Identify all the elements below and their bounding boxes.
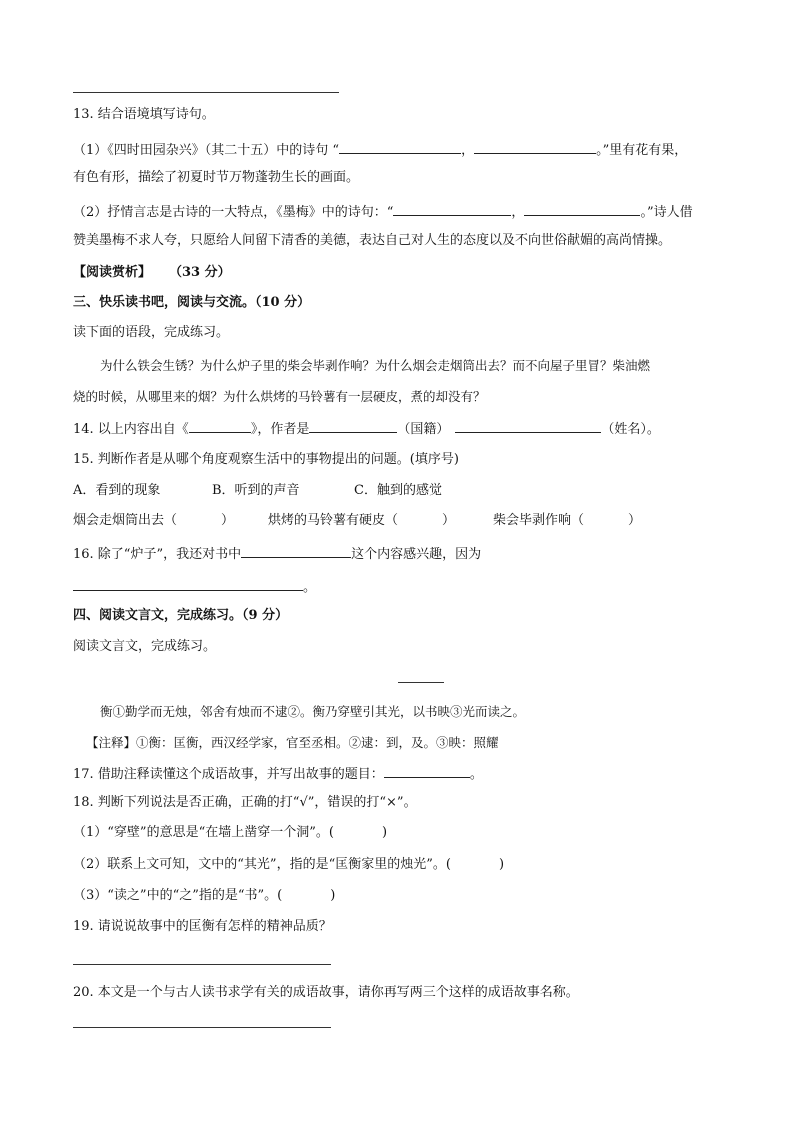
q16-text-b: 这个内容感兴趣，因为: [351, 547, 482, 562]
q16-content-blank[interactable]: [241, 543, 351, 558]
q18-3-close: ): [330, 888, 336, 903]
q15-option-c: C．触到的感觉: [354, 483, 442, 498]
q18: 18. 判断下列说法是否正确，正确的打“√”，错误的打“×”。: [73, 795, 417, 810]
q18-3-text: （3）“读之”中的“之”指的是“书”。(: [73, 888, 283, 903]
q14-text-b: 》，作者是: [250, 422, 310, 437]
q13-part2-line2: 赞美墨梅不求人夸，只愿给人间留下清香的美德，表达自己对人生的态度以及不向世俗献媚的高尚情操。: [73, 233, 672, 248]
sec3-passage-line2: 烧的时候，从哪里来的烟？为什么烘烤的马铃薯有一层硬皮，煮的却没有？: [73, 389, 486, 404]
sec3-instruction: 读下面的语段，完成练习。: [73, 325, 230, 340]
sec3-title: 三、快乐读书吧，阅读与交流。（10 分）: [73, 295, 311, 310]
q17-text: 17. 借助注释读懂这个成语故事，并写出故事的题目：: [73, 767, 384, 782]
sec4-note: 【注释】①衡：匡衡，西汉经学家，官至丞相。②逮：到，及。③映：照耀: [86, 735, 499, 750]
q16-end: 。: [303, 580, 317, 595]
q13-part2-sep: ，: [511, 205, 525, 220]
q19-answer-line[interactable]: [73, 964, 331, 965]
q15-item-2-close: ）: [442, 513, 456, 528]
q15-option-a: A．看到的现象: [73, 483, 161, 498]
q13-part1-blank-1[interactable]: [339, 139, 461, 154]
q20: 20. 本文是一个与古人读书求学有关的成语故事，请你再写两三个这样的成语故事名称。: [73, 985, 579, 1000]
q18-3: [73, 886, 335, 906]
q19: 19. 请说说故事中的匡衡有怎样的精神品质？: [73, 919, 332, 934]
q13-part1-sep: ，: [461, 143, 475, 158]
q14-text-c: （国籍）: [397, 422, 450, 437]
q13-part2-blank-2[interactable]: [524, 201, 640, 216]
sec3-passage-line1: 为什么铁会生锈？为什么炉子里的柴会毕剥作响？为什么烟会走烟筒出去？而不向屋子里冒？柴油燃: [100, 358, 651, 373]
q16-line1: [73, 543, 481, 565]
q15-item-3-text: 柴会毕剥作响（: [493, 513, 585, 528]
q13-part1-line2: 有色有形，描绘了初夏时节万物蓬勃生长的画面。: [73, 170, 360, 185]
q15-item-1-text: 烟会走烟筒出去（: [73, 513, 178, 528]
q14-text-a: 14. 以上内容出自《: [73, 422, 189, 437]
q15: 15. 判断作者是从哪个角度观察生活中的事物提出的问题。(填序号): [73, 452, 459, 467]
q18-1-text: （1）“穿壁”的意思是“在墙上凿穿一个洞”。(: [73, 825, 334, 840]
q13-part2-blank-1[interactable]: [393, 201, 511, 216]
q15-item-3: [493, 511, 641, 531]
q14-country-blank[interactable]: [309, 418, 397, 433]
q18-2-text: （2）联系上文可知，文中的“其光”，指的是“匡衡家里的烛光”。(: [73, 857, 451, 872]
q13-part1-blank-2[interactable]: [474, 139, 596, 154]
q17-title-blank[interactable]: [384, 763, 470, 778]
q14-book-blank[interactable]: [189, 418, 251, 433]
sec4-instruction: 阅读文言文，完成练习。: [73, 639, 217, 654]
q13-part1-line1: [73, 139, 687, 161]
q14-text-d: （姓名）。: [601, 422, 660, 437]
q16-text-a: 16. 除了“炉子”，我还对书中: [73, 547, 242, 562]
answer-line-top[interactable]: [73, 92, 339, 93]
q13-part1-text-a: （1）《四时田园杂兴》（其二十五）中的诗句 “: [73, 143, 340, 158]
section-reading-heading: [73, 263, 231, 283]
q15-item-1: [73, 511, 234, 531]
q15-item-3-close: ）: [628, 513, 642, 528]
q16-reason-blank[interactable]: [73, 576, 303, 591]
q18-2-close: ): [498, 857, 505, 872]
q15-item-2: [268, 511, 455, 531]
q17: [73, 763, 483, 785]
q13-title: 13. 结合语境填写诗句。: [73, 107, 215, 122]
q13-part1-text-b: 。”里有花有果，: [596, 143, 688, 158]
q15-item-2-text: 烘烤的马铃薯有硬皮（: [268, 513, 399, 528]
section-reading-score: （33 分）: [169, 265, 231, 280]
q18-1-close: ): [381, 825, 388, 840]
q13-part2-text-b: 。”诗人借: [640, 205, 693, 220]
q15-option-b: B．听到的声音: [212, 483, 300, 498]
q13-part2-line1: [73, 201, 693, 223]
sec4-title: 四、阅读文言文，完成练习。（9 分）: [73, 608, 289, 623]
q18-2: [73, 855, 504, 875]
q14: [73, 418, 660, 440]
sec4-title-blank[interactable]: [398, 682, 444, 683]
section-reading-label: 【阅读赏析】: [73, 265, 152, 280]
q13-part2-text-a: （2）抒情言志是古诗的一大特点，《墨梅》中的诗句：“: [73, 205, 394, 220]
q14-name-blank[interactable]: [455, 418, 601, 433]
q18-1: [73, 823, 387, 843]
q15-item-1-close: ）: [221, 513, 235, 528]
q16-line2: [73, 576, 316, 598]
q20-answer-line[interactable]: [73, 1027, 331, 1028]
sec4-passage: 衡①勤学而无烛，邻舍有烛而不逮②。衡乃穿壁引其光，以书映③光而读之。: [100, 704, 526, 719]
q17-end: 。: [469, 767, 483, 782]
